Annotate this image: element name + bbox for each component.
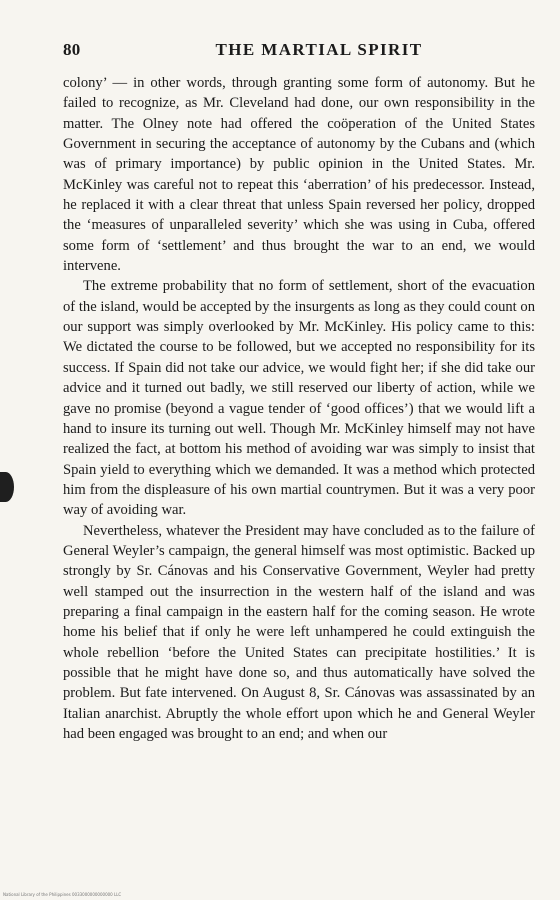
running-title: THE MARTIAL SPIRIT — [215, 40, 423, 59]
paragraph-3: Nevertheless, whatever the President may have concluded as to the failure of General Weyler’s campaign, the general himself was most optimistic. Backed up strongly by Sr. Cánovas and his Conservative Government, Weyler had pretty well stamped out the insurrection in the western half of the island and was preparing a final campaign in the eastern half for the coming season. He wrote home his belief that if only he were left unhampered he could extinguish the whole rebellion ‘before the United States can precipitate hostilities.’ It is possible that he might have done so, and thus automatically have solved the problem. But fate intervened. On August 8, Sr. Cánovas was assassinated by an Italian anarchist. Abruptly the whole effort upon which he and General Weyler had been engaged was brought to an end; and when our — [63, 522, 535, 742]
library-footer-note: National Library of the Philippines 0033000000000000 LLC — [3, 892, 122, 897]
page-header — [63, 40, 535, 64]
page-number: 80 — [63, 40, 81, 59]
binding-tab-mark — [0, 472, 14, 502]
paragraph-1: colony’ — in other words, through granting some form of autonomy. But he failed to recognize, as Mr. Cleveland had done, our own responsibility in the matter. The Olney note had offered the coöperation of the United States Government in securing the acceptance of autonomy by the Cubans and (which was of primary importance) by public opinion in the United States. Mr. McKinley was careful not to repeat this ‘aberration’ of his predecessor. Instead, he replaced it with a clear threat that unless Spain reversed her policy, dropped the ‘measures of unparalleled severity’ which she was using in Cuba, offered some form of ‘settlement’ and thus brought the war to an end, we would intervene. — [63, 75, 535, 275]
body-text — [63, 73, 535, 744]
paragraph-2: The extreme probability that no form of settlement, short of the evacuation of the island, would be accepted by the insurgents as long as they could count on our support was simply overlooked by Mr. McKinley. His policy came to this: We dictated the course to be followed, but we accepted no responsibility for its success. If Spain did not take our advice, we would fight her; if she did take our advice and it turned out badly, we still reserved our liberty of action, while we gave no promise (beyond a vague tender of ‘good offices’) that we would lift a hand to insure its turning out well. Though Mr. McKinley himself may not have realized the fact, at bottom his method of avoiding war was simply to insist that Spain yield to everything which we demanded. It was a method which protected him from the displeasure of his own martial countrymen. But it was a very poor way of avoiding war. — [63, 278, 535, 519]
